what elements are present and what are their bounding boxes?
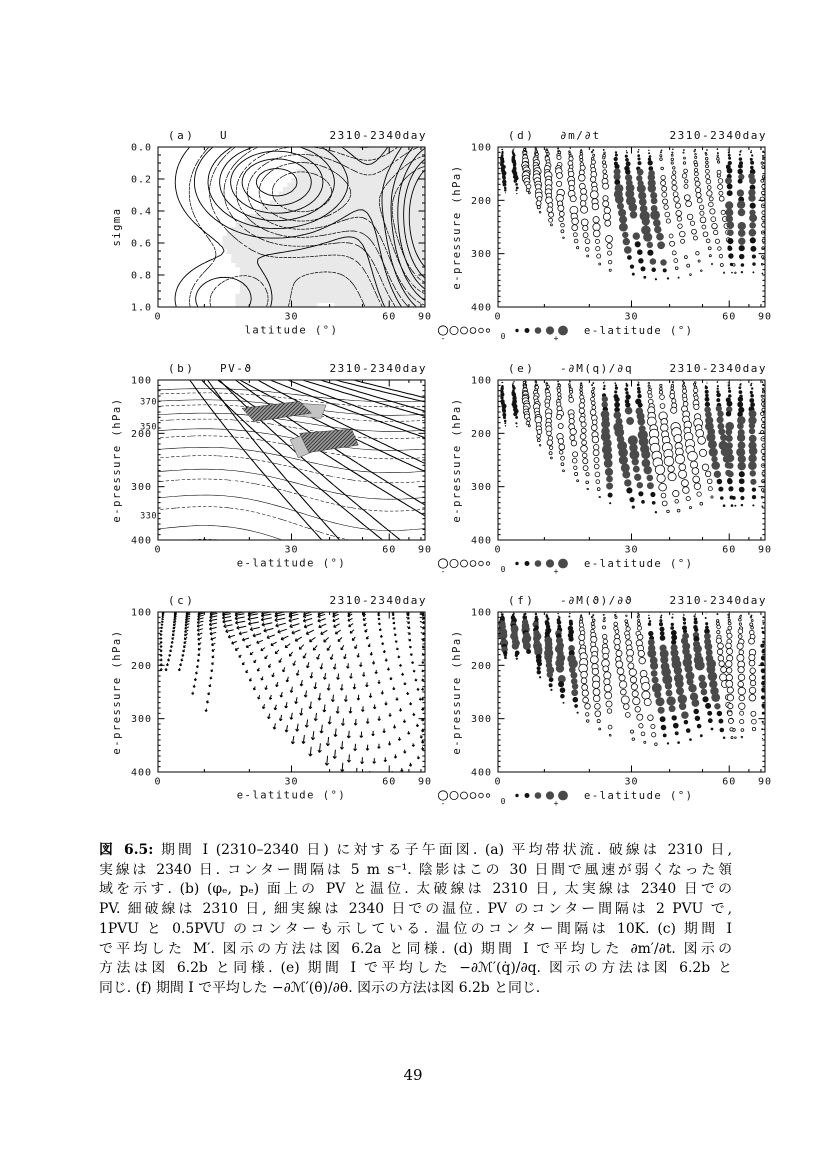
- legend-open-circle: [470, 328, 476, 334]
- y-axis-label: e-pressure (hPa): [451, 397, 463, 523]
- x-axis-label: latitude (°): [244, 324, 339, 337]
- panel-b-content: [158, 380, 425, 540]
- x-tick-label: 0: [494, 311, 502, 323]
- panel-b: [111, 362, 432, 570]
- panel-f-content: [498, 612, 766, 746]
- x-axis-label: e-latitude (°): [236, 557, 347, 570]
- x-tick-label: 0: [154, 311, 162, 323]
- x-tick-label: 30: [624, 544, 639, 556]
- legend-open-circle: [450, 559, 458, 567]
- legend-filled-circle: [535, 327, 542, 334]
- panel-title: U: [220, 129, 229, 142]
- legend-plus: +: [553, 334, 559, 343]
- y-tick-label: 100: [470, 375, 492, 387]
- y-tick-label: 0.4: [130, 206, 152, 218]
- legend-zero: 0: [500, 797, 506, 806]
- legend-filled-circle: [515, 562, 518, 565]
- y-axis-label: e-pressure (hPa): [111, 629, 123, 755]
- legend-minus: -: [440, 334, 446, 343]
- caption-line-1: [99, 841, 732, 861]
- panel-date: 2310-2340day: [329, 129, 427, 142]
- x-tick-label: 90: [417, 544, 433, 556]
- caption-label: 図 6.5:: [99, 842, 154, 858]
- legend-filled-circle: [525, 561, 530, 566]
- y-tick-label: 400: [130, 767, 152, 779]
- y-tick-label: 200: [130, 660, 152, 672]
- panel-c-content: [160, 612, 425, 778]
- legend-open-circle: [479, 328, 484, 333]
- y-tick-label: 400: [470, 302, 492, 314]
- legend-minus: -: [440, 567, 446, 576]
- y-tick-label: 0.6: [130, 238, 152, 250]
- y-tick-label: 1.0: [130, 302, 152, 314]
- x-axis-label: e-latitude (°): [584, 790, 694, 802]
- legend-zero: 0: [500, 332, 506, 341]
- x-tick-label: 90: [757, 311, 773, 323]
- x-tick-label: 30: [624, 311, 639, 323]
- caption-line-5: 1PVU と 0.5PVU のコンターも示している. 温位のコンター間隔は 10K. (c) 期間 I: [99, 920, 732, 937]
- legend-open-circle: [450, 791, 458, 799]
- legend-filled-circle: [558, 326, 568, 336]
- x-tick-label: 0: [494, 776, 502, 788]
- x-tick-label: 30: [624, 776, 639, 788]
- panel-e-content: [500, 380, 765, 513]
- panel-tag: (d): [508, 129, 536, 142]
- y-tick-label: 300: [470, 482, 492, 494]
- legend-plus: +: [553, 799, 559, 808]
- y-tick-label: 100: [130, 375, 152, 387]
- size-legend: [438, 326, 568, 343]
- panel-date: 2310-2340day: [329, 362, 427, 375]
- legend-filled-circle: [515, 794, 518, 797]
- legend-filled-circle: [525, 793, 530, 798]
- legend-open-circle: [486, 329, 489, 332]
- x-tick-label: 60: [722, 311, 737, 323]
- legend-filled-circle: [525, 328, 530, 333]
- legend-filled-circle: [515, 329, 518, 332]
- panel-d: [438, 129, 772, 343]
- y-tick-label: 100: [470, 142, 492, 154]
- x-axis-label: e-latitude (°): [236, 789, 347, 802]
- panel-date: 2310-2340day: [669, 362, 767, 375]
- theta-axis-label: 330: [140, 511, 157, 522]
- y-axis-label: e-pressure (hPa): [451, 629, 463, 755]
- x-tick-label: 60: [722, 776, 737, 788]
- y-axis-label: e-pressure (hPa): [451, 164, 463, 290]
- y-tick-label: 200: [130, 428, 152, 440]
- page-number: 49: [403, 1066, 423, 1084]
- legend-open-circle: [486, 562, 489, 565]
- theta-axis-label: 370: [140, 397, 157, 408]
- legend-filled-circle: [535, 560, 542, 567]
- legend-open-circle: [470, 793, 476, 799]
- panel-date: 2310-2340day: [329, 594, 427, 607]
- theta-axis-label: 350: [140, 422, 157, 433]
- panel-tag: (f): [508, 594, 536, 607]
- panel-e: [438, 362, 772, 576]
- legend-plus: +: [553, 567, 559, 576]
- legend-filled-circle: [535, 792, 542, 799]
- legend-zero: 0: [500, 565, 506, 574]
- x-tick-label: 30: [284, 311, 299, 323]
- y-tick-label: 0.2: [130, 174, 152, 186]
- size-legend: [438, 791, 568, 808]
- x-axis-label: e-latitude (°): [584, 558, 694, 570]
- x-tick-label: 60: [382, 311, 397, 323]
- x-tick-label: 0: [494, 544, 502, 556]
- y-axis-label: sigma: [111, 207, 123, 247]
- x-tick-label: 0: [154, 776, 162, 788]
- panel-tag: (e): [508, 362, 536, 375]
- panel-tag: (a): [168, 129, 196, 142]
- x-tick-label: 90: [757, 776, 773, 788]
- panel-tag: (b): [168, 362, 196, 375]
- size-legend: [438, 559, 568, 576]
- y-tick-label: 0.8: [130, 270, 152, 282]
- panel-a: [111, 129, 432, 337]
- panel-a-content: [175, 147, 425, 307]
- panel-f: [438, 594, 772, 808]
- panel-title: -∂M(ϑ)/∂ϑ: [560, 594, 634, 607]
- y-tick-label: 100: [130, 607, 152, 619]
- legend-open-circle: [461, 792, 468, 799]
- caption-line-2: 実線は 2340 日. コンター間隔は 5 m s⁻¹. 陰影はこの 30 日間で風速が弱くなった領: [99, 861, 732, 878]
- y-tick-label: 400: [130, 535, 152, 547]
- x-axis-label: e-latitude (°): [584, 325, 694, 337]
- legend-open-circle: [479, 793, 484, 798]
- y-tick-label: 300: [130, 714, 152, 726]
- panel-tag: (c): [168, 594, 196, 607]
- legend-filled-circle: [558, 559, 568, 569]
- panel-c: [111, 594, 432, 802]
- x-tick-label: 60: [382, 544, 397, 556]
- x-tick-label: 90: [417, 776, 433, 788]
- x-tick-label: 90: [757, 544, 773, 556]
- legend-open-circle: [450, 326, 458, 334]
- legend-open-circle: [461, 560, 468, 567]
- caption-text: 期間 I (2310–2340 日) に対する子午面図. (a) 平均帯状流. 破線は 2310 日,: [160, 842, 732, 858]
- y-tick-label: 200: [470, 195, 492, 207]
- hatched-region: [300, 429, 359, 452]
- panel-date: 2310-2340day: [669, 129, 767, 142]
- caption-line-3: 域を示す. (b) (φₑ, pₑ) 面上の PV と温位. 太破線は 2310 日, 太実線は 2340 日での: [99, 881, 732, 898]
- x-tick-label: 60: [382, 776, 397, 788]
- y-tick-label: 200: [470, 428, 492, 440]
- caption-line-6: で平均した M′. 図示の方法は図 6.2a と同様. (d) 期間 I で平均した ∂m′/∂t. 図示の: [99, 940, 732, 957]
- y-tick-label: 200: [470, 660, 492, 672]
- legend-minus: -: [440, 799, 446, 808]
- caption-line-8: 同じ. (f) 期間 I で平均した −∂ℳ′(θ̇)/∂θ. 図示の方法は図 6.2b と同じ.: [99, 979, 541, 996]
- y-tick-label: 300: [470, 249, 492, 261]
- legend-open-circle: [461, 327, 468, 334]
- panel-title: PV-ϑ: [220, 362, 253, 375]
- x-tick-label: 60: [722, 544, 737, 556]
- x-tick-label: 0: [154, 544, 162, 556]
- legend-filled-circle: [558, 791, 568, 801]
- y-tick-label: 300: [470, 714, 492, 726]
- caption-line-7: 方法は図 6.2b と同様. (e) 期間 I で平均した −∂ℳ′(q̇)/∂q. 図示の方法は図 6.2b と: [99, 960, 732, 977]
- x-tick-label: 90: [417, 311, 433, 323]
- x-tick-label: 30: [284, 776, 299, 788]
- figure-caption: [99, 841, 732, 999]
- caption-line-4: PV. 細破線は 2310 日, 細実線は 2340 日での温位. PV のコンター間隔は 2 PVU で,: [99, 901, 732, 918]
- legend-open-circle: [479, 561, 484, 566]
- x-tick-label: 30: [284, 544, 299, 556]
- y-axis-label: e-pressure (hPa): [111, 397, 123, 523]
- legend-open-circle: [470, 561, 476, 567]
- y-tick-label: 0.0: [130, 142, 152, 154]
- y-tick-label: 300: [130, 482, 152, 494]
- y-tick-label: 400: [470, 767, 492, 779]
- panel-title: -∂M(q)/∂q: [560, 362, 634, 375]
- y-tick-label: 100: [470, 607, 492, 619]
- panel-date: 2310-2340day: [669, 594, 767, 607]
- y-tick-label: 400: [470, 535, 492, 547]
- panel-title: ∂m/∂t: [560, 129, 601, 142]
- legend-open-circle: [486, 794, 489, 797]
- panel-d-content: [500, 147, 765, 280]
